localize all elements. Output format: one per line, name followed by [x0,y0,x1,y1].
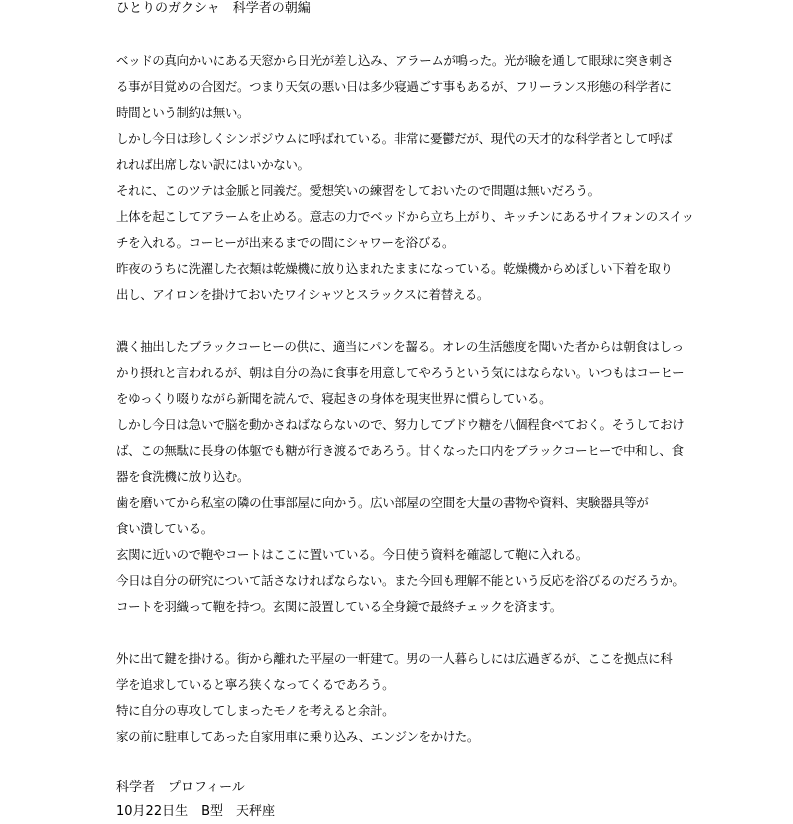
text-line: 玄関に近いので鞄やコートはここに置いている。今日使う資料を確認して鞄に入れる。 [116,547,588,562]
text-line: 学を追求していると寧ろ狭くなってくるであろう。 [116,677,395,692]
profile-details: 10月22日生 B型 天秤座 [116,804,276,819]
paragraph-1 [116,48,786,308]
text-line: 家の前に駐車してあった自家用車に乗り込み、エンジンをかけた。 [116,729,480,744]
text-line: 歯を磨いてから私室の隣の仕事部屋に向かう。広い部屋の空間を大量の書物や資料、実験器具等が [116,495,649,510]
text-line: しかし今日は急いで脳を動かさねばならないので、努力してブドウ糖を八個程食べておく。そうしておけ [116,417,685,432]
document-body [116,0,786,824]
text-line: 今日は自分の研究について話さなければならない。また今回も理解不能という反応を浴びるのだろうか。 [116,573,685,588]
blank-line [116,620,786,646]
text-line: かり摂れと言われるが、朝は自分の為に食事を用意してやろうという気にはならない。いつもはコーヒー [116,365,685,380]
text-line: をゆっくり啜りながら新聞を読んで、寝起きの身体を現実世界に慣らしている。 [116,391,552,406]
blank-line [116,22,786,48]
text-line: しかし今日は珍しくシンポジウムに呼ばれている。非常に憂鬱だが、現代の天才的な科学者として呼ば [116,131,673,146]
profile-section [116,776,786,824]
text-line: 食い潰している。 [116,521,213,536]
text-line: それに、このツテは金脈と同義だ。愛想笑いの練習をしておいたので問題は無いだろう。 [116,183,600,198]
text-line: ば、この無駄に長身の体躯でも糖が行き渡るであろう。甘くなった口内をブラックコーヒーで中和し、食 [116,443,684,458]
text-line: コートを羽織って鞄を持つ。玄関に設置している全身鏡で最終チェックを済ます。 [116,599,562,614]
paragraph-3 [116,646,786,750]
blank-line [116,308,786,334]
text-line: 出し、アイロンを掛けておいたワイシャツとスラックスに着替える。 [116,287,489,302]
document-title: ひとりのガクシャ 科学者の朝編 [116,1,311,16]
text-line: 時間という制約は無い。 [116,105,250,120]
text-line: 器を食洗機に放り込む。 [116,469,250,484]
text-line: ベッドの真向かいにある天窓から日光が差し込み、アラームが鳴った。光が瞼を通して眼球に突き刺さ [116,53,674,68]
text-line: チを入れる。コーヒーが出来るまでの間にシャワーを浴びる。 [116,235,455,250]
profile-heading: 科学者 プロフィール [116,780,245,795]
text-line: 外に出て鍵を掛ける。街から離れた平屋の一軒建て。男の一人暮らしには広過ぎるが、ここを拠点に科 [116,651,673,666]
text-line: 上体を起こしてアラームを止める。意志の力でベッドから立ち上がり、キッチンにあるサイフォンのスイッ [116,209,694,224]
text-line: 濃く抽出したブラックコーヒーの供に、適当にパンを齧る。オレの生活態度を聞いた者からは朝食はしっ [116,339,684,354]
text-line: 昨夜のうちに洗濯した衣類は乾燥機に放り込まれたままになっている。乾燥機からめぼしい下着を取り [116,261,673,276]
text-line: れれば出席しない訳にはいかない。 [116,157,310,172]
blank-line [116,750,786,776]
text-line: 特に自分の専攻してしまったモノを考えると余計。 [116,703,395,718]
paragraph-2 [116,334,786,620]
text-line: る事が目覚めの合図だ。つまり天気の悪い日は多少寝過ごす事もあるが、フリーランス形態の科学者に [116,79,672,94]
